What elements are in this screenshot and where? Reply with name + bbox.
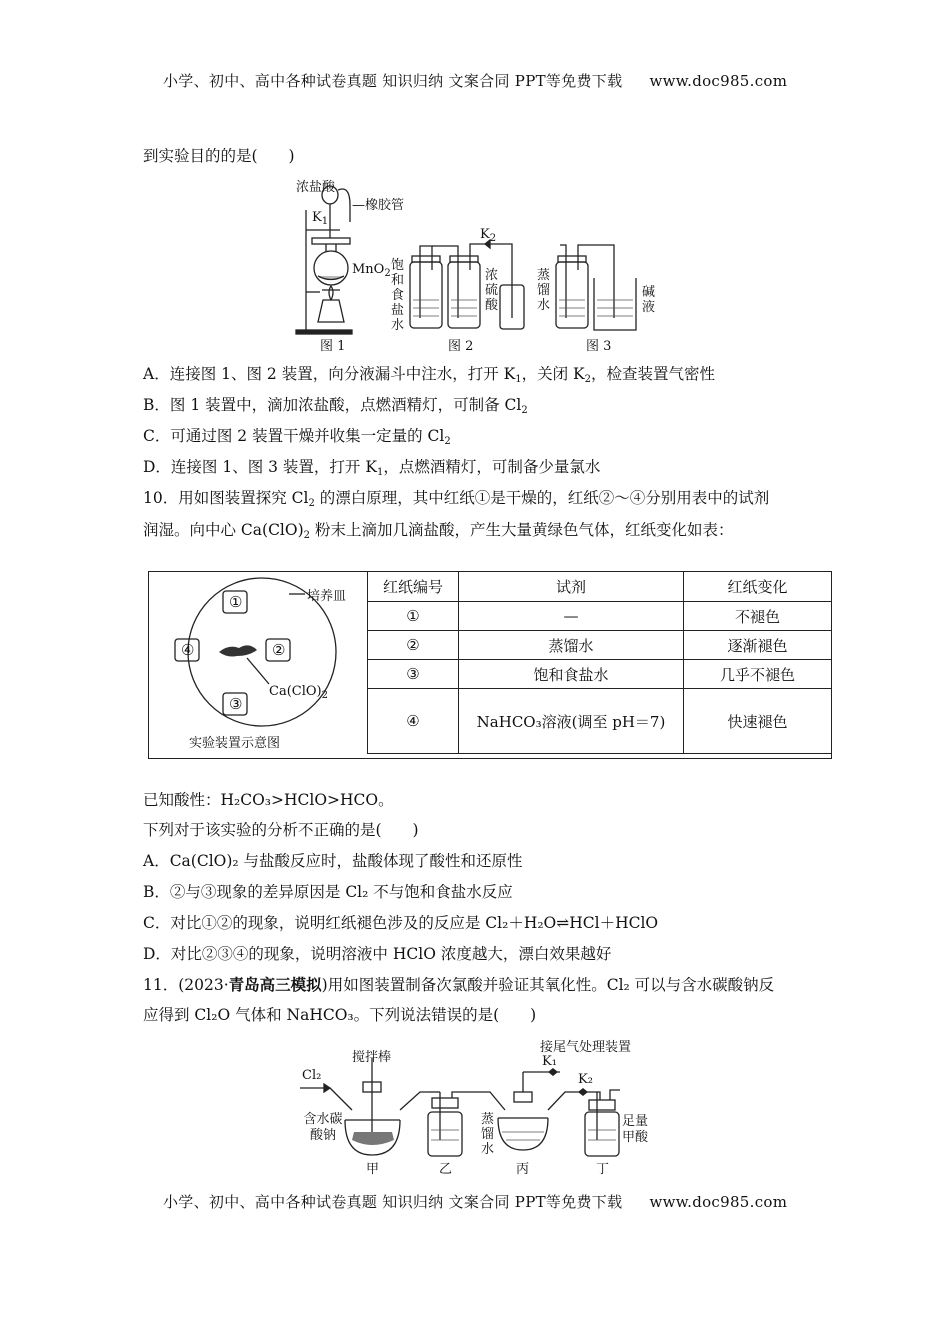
label-alkali: 碱液 [641, 285, 655, 315]
table-cell: ③ [368, 660, 459, 689]
footer-site[interactable]: www.doc985.com [649, 1193, 788, 1211]
table-header-cell: 红纸变化 [684, 572, 832, 602]
label-ding: 丁 [596, 1162, 610, 1177]
label-conc-hcl: 浓盐酸 [296, 180, 336, 195]
q9-stem-tail: 到实验目的的是( ) [143, 147, 295, 165]
label-k1-q11: K₁ [542, 1054, 557, 1069]
q10-stem-line1: 10．用如图装置探究 $Cl_2$ 的漂白原理，其中红纸①是干燥的，红纸②～④分别用表中的试剂 [143, 489, 770, 509]
caption-fig3: 图 3 [586, 339, 612, 354]
q10-option-b[interactable]: B．②与③现象的差异原因是 Cl₂ 不与饱和食盐水反应 [143, 883, 513, 901]
caption-fig2: 图 2 [448, 339, 474, 354]
q9-option-b[interactable]: B．图 1 装置中，滴加浓盐酸，点燃酒精灯，可制备 $Cl_2$ [143, 396, 528, 416]
q11-stem-line2: 应得到 Cl₂O 气体和 NaHCO₃。下列说法错误的是( ) [143, 1006, 537, 1024]
label-bing: 丙 [516, 1162, 530, 1177]
q10-ask: 下列对于该实验的分析不正确的是( ) [143, 821, 419, 839]
header-text: 小学、初中、高中各种试卷真题 知识归纳 文案合同 PPT等免费下载 [163, 72, 623, 90]
label-powder: $Ca(ClO)_2$ [269, 684, 328, 701]
label-conc-h2so4: 浓硫酸 [484, 268, 498, 313]
q11-stem-line1: 11．(2023·青岛高三模拟)用如图装置制备次氯酸并验证其氧化性。Cl₂ 可以与含水碳酸钠反 [143, 976, 775, 994]
caption-setup: 实验装置示意图 [189, 736, 281, 751]
paper-3: ③ [229, 695, 243, 713]
q9-option-c[interactable]: C．可通过图 2 装置干燥并收集一定量的 $Cl_2$ [143, 427, 451, 447]
q10-option-d[interactable]: D．对比②③④的现象，说明溶液中 HClO 浓度越大，漂白效果越好 [143, 945, 612, 963]
label-stirrer: 搅拌棒 [352, 1050, 392, 1065]
label-mno2: MnO$_2$ [352, 262, 391, 279]
table-cell: 蒸馏水 [459, 631, 684, 660]
label-formic-acid: 足量甲酸 [622, 1114, 649, 1145]
footer-text: 小学、初中、高中各种试卷真题 知识归纳 文案合同 PPT等免费下载 [163, 1193, 623, 1211]
paper-4: ④ [181, 641, 195, 659]
table-cell: 快速褪色 [684, 689, 832, 754]
q9-option-d[interactable]: D．连接图 1、图 3 装置，打开 $K_1$，点燃酒精灯，可制备少量氯水 [143, 458, 601, 478]
label-k2: $K_2$ [480, 227, 497, 244]
table-header-cell: 试剂 [459, 572, 684, 602]
paper-2: ② [272, 641, 286, 659]
table-cell: 饱和食盐水 [459, 660, 684, 689]
label-sat-salt-water: 饱和食盐水 [390, 258, 404, 333]
label-distilled-water-q11: 蒸馏水 [480, 1112, 494, 1157]
table-cell: ④ [368, 689, 459, 754]
label-k2-q11: K₂ [578, 1072, 593, 1087]
table-cell: 不褪色 [684, 602, 832, 631]
label-distilled-water: 蒸馏水 [536, 268, 550, 313]
table-cell: ① [368, 602, 459, 631]
paper-1: ① [229, 593, 243, 611]
label-jia: 甲 [366, 1162, 380, 1177]
table-cell: 几乎不褪色 [684, 660, 832, 689]
label-k1: $K_1$ [312, 210, 329, 227]
label-tail-gas: 接尾气处理装置 [540, 1040, 632, 1055]
table-header-cell: 红纸编号 [368, 572, 459, 602]
table-cell: — [459, 602, 684, 631]
q10-option-c[interactable]: C．对比①②的现象，说明红纸褪色涉及的反应是 Cl₂＋H₂O⇌HCl＋HClO [143, 914, 659, 932]
table-cell: 逐渐褪色 [684, 631, 832, 660]
label-petri-dish: 培养皿 [307, 589, 347, 604]
caption-fig1: 图 1 [320, 339, 346, 354]
q10-option-a[interactable]: A．Ca(ClO)₂ 与盐酸反应时，盐酸体现了酸性和还原性 [143, 852, 523, 870]
q11-source-place: 青岛高三模拟 [228, 976, 322, 994]
label-rubber-tube: —橡胶管 [352, 198, 405, 213]
q10-known-acidity: 已知酸性：H₂CO₃>HClO>HCO。 [143, 791, 394, 809]
label-yi: 乙 [439, 1162, 453, 1177]
header-site[interactable]: www.doc985.com [649, 72, 788, 90]
q9-option-a[interactable]: A．连接图 1、图 2 装置，向分液漏斗中注水，打开 $K_1$，关闭 $K_2$，检查装置气密性 [143, 365, 715, 385]
table-cell: NaHCO₃溶液(调至 pH＝7) [459, 689, 684, 754]
label-cl2: Cl₂ [302, 1068, 322, 1083]
q10-stem-line2: 润湿。向中心 $Ca(ClO)_2$ 粉末上滴加几滴盐酸，产生大量黄绿色气体，红纸变化如表： [143, 521, 734, 541]
table-cell: ② [368, 631, 459, 660]
label-na2co3: 含水碳酸钠 [303, 1112, 343, 1143]
